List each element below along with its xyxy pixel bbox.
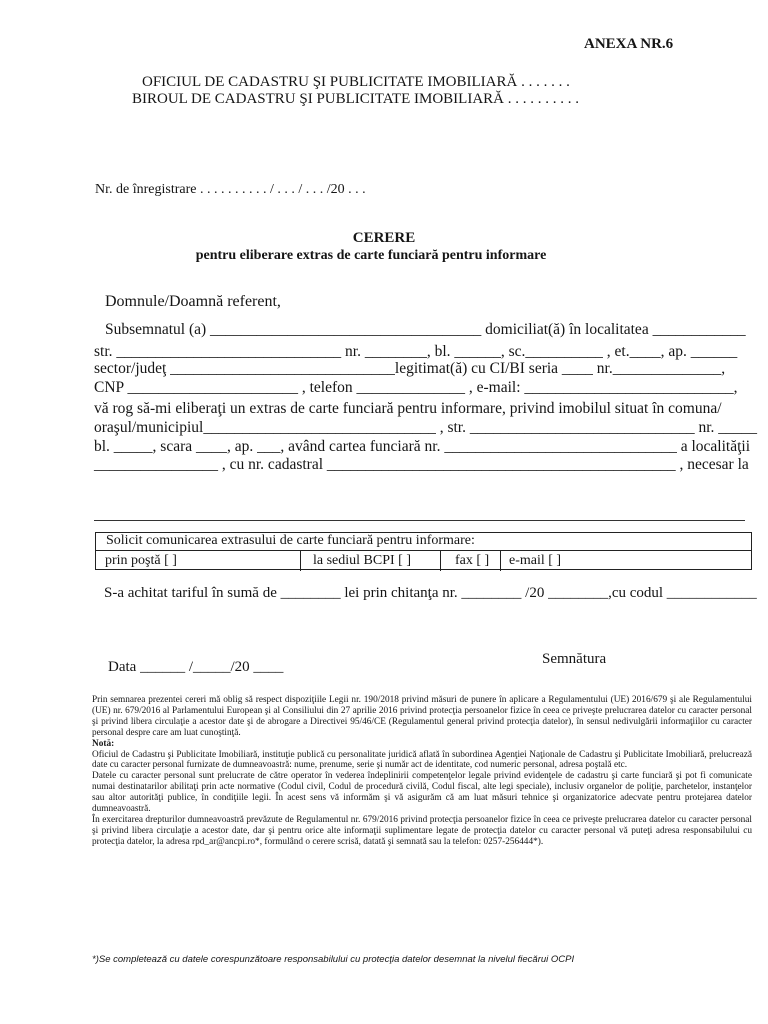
bureau-name: BIROUL DE CADASTRU ŞI PUBLICITATE IMOBILIARĂ . . . . . . . . . . (132, 91, 579, 107)
purpose-blank-line[interactable] (94, 520, 745, 521)
document-title: CERERE (352, 230, 416, 246)
option-post[interactable]: prin poştă [ ] (105, 553, 177, 568)
form-line-city[interactable]: oraşul/municipiul______________________________ , str. _____________________________ nr. _____ (94, 419, 758, 436)
communication-heading: Solicit comunicarea extrasului de carte funciară pentru informare: (106, 533, 475, 548)
option-email[interactable]: e-mail [ ] (500, 551, 752, 571)
form-line-county[interactable]: sector/judeţ _____________________________legitimat(ă) cu CI/BI seria ____ nr.______________, (94, 360, 726, 377)
office-name: OFICIUL DE CADASTRU ŞI PUBLICITATE IMOBILIARĂ . . . . . . . (142, 74, 570, 90)
form-line-street[interactable]: str. _____________________________ nr. ________, bl. ______, sc.__________ , et.____, ap. ______ (94, 343, 738, 360)
communication-options-row (95, 550, 752, 571)
form-line-building[interactable]: bl. _____, scara ____, ap. ___, având cartea funciară nr. ______________________________ a localităţii (94, 438, 751, 455)
payment-line[interactable]: S-a achitat tariful în sumă de ________ lei prin chitanţa nr. ________ /20 ________,cu codul ____________ (104, 585, 757, 601)
communication-table (95, 532, 752, 570)
annex-number: ANEXA NR.6 (584, 36, 674, 52)
legal-paragraph-consent: Prin semnarea prezentei cereri mă oblig să respect dispoziţiile Legii nr. 190/2018 privind măsuri de punere în aplicare a Regulamentului (UE) 2016/679 şi ale Regulamentului (UE) nr. 679/2016 al Parlamentului European şi al Consiliului din 27 aprilie 2016 privind protecţia persoanelor fizice în ceea ce priveşte prelucrarea datelor cu caracter personal şi privind libera circulaţie a acestor date şi de abrogare a Directivei 95/46/CE (Regulamentul general privind protecţia datelor), în sensul nedivulgării informaţiilor cu caracter personal despre care am luat cunoştinţă. (92, 695, 752, 738)
option-fax[interactable]: fax [ ] (440, 551, 500, 571)
form-line-cadastral[interactable]: ________________ , cu nr. cadastral _____________________________________________ , necesar la (94, 456, 749, 473)
legal-paragraph-processing: Oficiul de Cadastru şi Publicitate Imobiliară, instituţie publică cu personalitate juridică aflată în subordinea Agenţiei Naţionale de Cadastru şi Publicitate Imobiliară, prelucrează date cu caracter personal furnizate de dumneavoastră: nume, prenume, serie şi număr act de identitate, cod numeric personal, adresa poştală etc. (92, 749, 752, 771)
signature-label: Semnătura (542, 651, 607, 667)
footnote: *)Se completează cu datele corespunzătoare responsabilului cu protecţia datelor desemnat la nivelul fiecărui OCPI (92, 954, 575, 965)
legal-note-label: Notă: (92, 738, 115, 749)
legal-notice (92, 695, 752, 848)
option-bcpi-office[interactable]: la sediul BCPI [ ] (300, 551, 440, 571)
form-line-contact[interactable]: CNP ______________________ , telefon ______________ , e-mail: ___________________________, (94, 379, 738, 396)
date-line[interactable]: Data ______ /_____/20 ____ (108, 659, 284, 675)
form-line-name[interactable]: Subsemnatul (a) ___________________________________ domiciliat(ă) în localitatea ____________ (105, 321, 746, 338)
legal-paragraph-rights: În exercitarea drepturilor dumneavoastră prevăzute de Regulamentul nr. 679/2016 privind protecţia persoanelor fizice în ceea ce priveşte prelucrarea datelor cu caracter personal şi privind libera circulaţie a acestor date, dar şi pentru orice alte informaţii suplimentare legate de protecţia datelor cu caracter personal vă puteţi adresa responsabilului cu protecţia datelor, la adresa rpd_ar@ancpi.ro*, formulând o cerere scrisă, datată şi semnată sau la telefon: 0257-256444*). (92, 814, 752, 847)
document-subtitle: pentru eliberare extras de carte funciară pentru informare (195, 248, 547, 263)
legal-paragraph-recipients: Datele cu caracter personal sunt prelucrate de către operator în vederea îndeplinirii competenţelor legale privind evidenţele de cadastru şi carte funciară şi pot fi comunicate numai destinatarilor abilitaţi prin acte normative (Codul civil, Codul de procedură civilă, Codul fiscal, alte legi speciale), inclusiv organelor de poliţie, parchetelor, instanţelor sau altor autorităţi publice, în condiţiile legii. În acest sens vă informăm şi vă asigurăm că am luat măsuri tehnice şi organizatorice adecvate pentru protejarea datelor dumneavoastră. (92, 771, 752, 815)
registration-number[interactable]: Nr. de înregistrare . . . . . . . . . . / . . . / . . . /20 . . . (95, 182, 366, 197)
salutation: Domnule/Doamnă referent, (105, 293, 281, 310)
form-line-request: vă rog să-mi eliberaţi un extras de carte funciară pentru informare, privind imobilul situat în comuna/ (94, 400, 722, 417)
